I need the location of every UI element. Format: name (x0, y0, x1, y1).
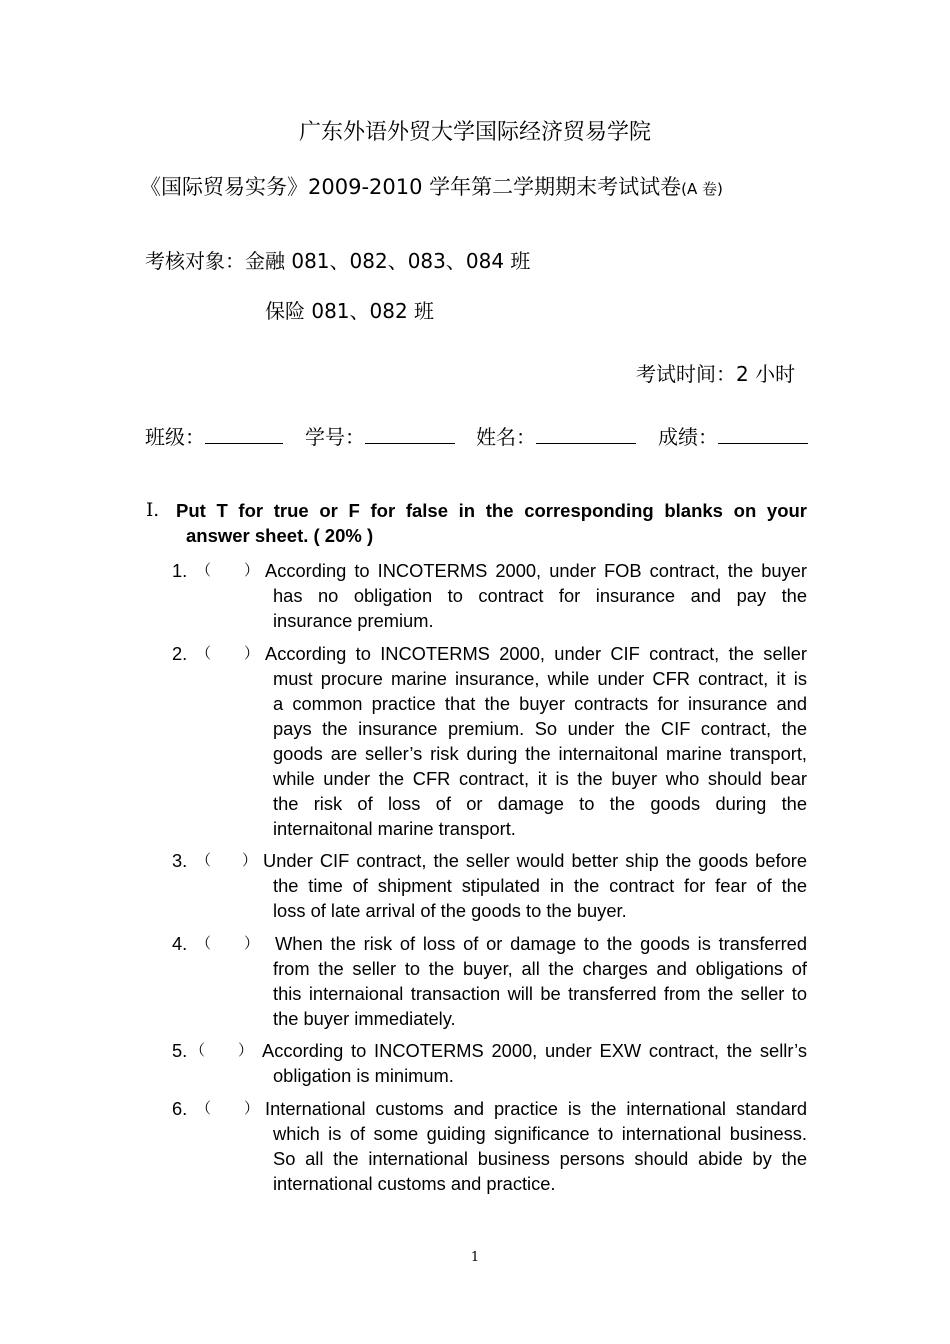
paper-type: (A 卷) (681, 180, 723, 198)
answer-paren-close: ） (244, 934, 260, 952)
exam-title-text: 《国际贸易实务》2009-2010 学年第二学期期末考试试卷 (140, 175, 682, 199)
section-instruction-line1: Put T for true or F for false in the corresponding blanks on your (176, 500, 807, 521)
question-text-first: International customs and practice is the international standard (265, 1098, 807, 1119)
score-label: 成绩： (658, 425, 718, 449)
question-line: the time of shipment stipulated in the contract for fear of the (273, 875, 807, 896)
answer-paren-close: ） (244, 561, 260, 579)
question-line: a common practice that the buyer contracts for insurance and (273, 693, 807, 714)
question-line: loss of late arrival of the goods to the buyer. (273, 900, 627, 921)
question-line: this internaional transaction will be transferred from the seller to (273, 983, 807, 1004)
question-line: internaitonal marine transport. (273, 818, 516, 839)
class-label: 班级： (145, 425, 205, 449)
page-number: 1 (470, 1250, 480, 1265)
question-text-first: Under CIF contract, the seller would better ship the goods before (263, 850, 807, 871)
question-text-rest (273, 1121, 807, 1196)
answer-paren-close: ） (242, 851, 258, 869)
question-number: 4. (172, 933, 188, 954)
class-field (145, 421, 283, 452)
answer-paren-open[interactable]: （ (196, 644, 212, 662)
question-line: international customs and practice. (273, 1173, 556, 1194)
question-number: 6. (172, 1098, 188, 1119)
question-text-first: According to INCOTERMS 2000, under FOB contract, the buyer (265, 560, 807, 581)
exam-title (140, 172, 723, 204)
question-text-first: According to INCOTERMS 2000, under EXW contract, the sellr’s (262, 1040, 807, 1061)
question-text-rest (273, 873, 807, 923)
question-number: 3. (172, 850, 188, 871)
score-blank[interactable] (718, 421, 808, 444)
question-line: goods are seller’s risk during the internaitonal marine transport, (273, 743, 807, 764)
answer-paren-close: ） (238, 1041, 254, 1059)
question-text-rest (273, 666, 807, 841)
question-line: has no obligation to contract for insurance and pay the (273, 585, 807, 606)
student-id-field (305, 421, 455, 452)
question-text-first: According to INCOTERMS 2000, under CIF contract, the seller (265, 643, 807, 664)
target-classes-1: 金融 081、082、083、084 班 (245, 249, 531, 273)
question-text-first: When the risk of loss of or damage to the goods is transferred (275, 933, 807, 954)
question-line: must procure marine insurance, while under CFR contract, it is (273, 668, 807, 689)
question-line: while under the CFR contract, it is the buyer who should bear (273, 768, 807, 789)
student-id-label: 学号： (305, 425, 365, 449)
question-number: 5. (172, 1040, 188, 1061)
question-line: the buyer immediately. (273, 1008, 456, 1029)
question-line: the risk of loss of or damage to the goods during the (273, 793, 807, 814)
name-blank[interactable] (536, 421, 636, 444)
exam-target-row (145, 246, 530, 276)
school-title: 广东外语外贸大学国际经济贸易学院 (298, 120, 651, 145)
answer-paren-close: ） (244, 644, 260, 662)
answer-paren-open[interactable]: （ (196, 561, 212, 579)
question-line: obligation is minimum. (273, 1065, 454, 1086)
question-text-rest (273, 1063, 807, 1088)
question-line: So all the international business persons should abide by the (273, 1148, 807, 1169)
question-line: which is of some guiding significance to international business. (273, 1123, 807, 1144)
question-line: pays the insurance premium. So under the CIF contract, the (273, 718, 807, 739)
target-classes-2: 保险 081、082 班 (265, 299, 435, 323)
name-field (476, 421, 636, 452)
class-blank[interactable] (205, 421, 283, 444)
section-instruction-line2: answer sheet. ( 20% ) (186, 525, 374, 546)
target-label: 考核对象： (145, 249, 245, 273)
answer-paren-open[interactable]: （ (196, 851, 212, 869)
question-number: 2. (172, 643, 188, 664)
question-text-rest (273, 583, 807, 633)
answer-paren-open[interactable]: （ (196, 1099, 212, 1117)
answer-paren-open[interactable]: （ (190, 1041, 206, 1059)
score-field (658, 421, 808, 452)
question-number: 1. (172, 560, 188, 581)
exam-duration: 考试时间：2 小时 (636, 362, 796, 386)
name-label: 姓名： (476, 425, 536, 449)
section-numeral: Ⅰ. (146, 500, 160, 521)
answer-paren-close: ） (244, 1099, 260, 1117)
question-line: from the seller to the buyer, all the charges and obligations of (273, 958, 807, 979)
question-text-rest (273, 956, 807, 1031)
student-id-blank[interactable] (365, 421, 455, 444)
answer-paren-open[interactable]: （ (196, 934, 212, 952)
question-line: insurance premium. (273, 610, 434, 631)
